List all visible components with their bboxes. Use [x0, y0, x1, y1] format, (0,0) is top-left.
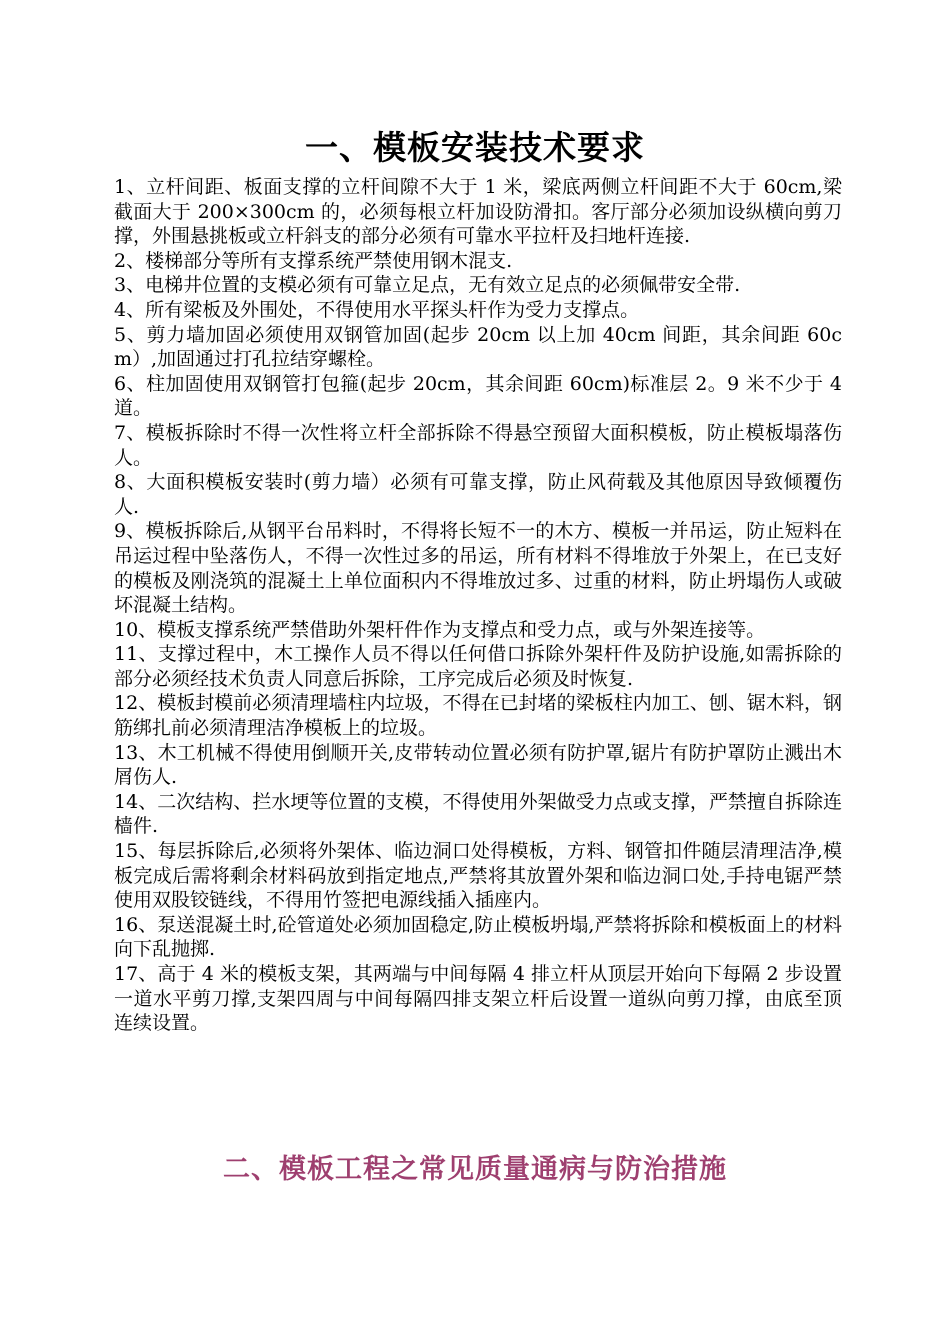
list-item: 5、剪力墙加固必须使用双钢管加固(起步 20cm 以上加 40cm 间距，其余间距 60cm）,加固通过打孔拉结穿螺栓。 — [114, 323, 842, 371]
list-item: 6、柱加固使用双钢管打包箍(起步 20cm，其余间距 60cm)标准层 2。9 米不少于 4 道。 — [114, 372, 842, 420]
list-item: 17、高于 4 米的模板支架，其两端与中间每隔 4 排立杆从顶层开始向下每隔 2 步设置一道水平剪刀撑,支架四周与中间每隔四排支架立杆后设置一道纵向剪刀撑，由底至顶连续设置。 — [114, 963, 842, 1035]
list-item: 16、泵送混凝土时,砼管道处必须加固稳定,防止模板坍塌,严禁将拆除和模板面上的材料向下乱抛掷. — [114, 913, 842, 961]
list-item: 15、每层拆除后,必须将外架体、临边洞口处得模板，方料、钢管扣件随层清理洁净,模板完成后需将剩余材料码放到指定地点,严禁将其放置外架和临边洞口处,手持电锯严禁使用双股铰链线，不得用竹签把电源线插入插座内。 — [114, 840, 842, 912]
list-item: 2、楼梯部分等所有支撑系统严禁使用钢木混支. — [114, 249, 513, 272]
list-item: 11、支撑过程中，木工操作人员不得以任何借口拆除外架杆件及防护设施,如需拆除的部分必须经技术负责人同意后拆除，工序完成后必须及时恢复. — [114, 643, 842, 690]
list-item: 9、模板拆除后,从钢平台吊料时，不得将长短不一的木方、模板一并吊运，防止短料在吊运过程中坠落伤人，不得一次性过多的吊运，所有材料不得堆放于外架上，在已支好的模板及刚浇筑的混凝土上单位面积内不得堆放过多、过重的材料，防止坍塌伤人或破坏混凝土结构。 — [114, 520, 842, 617]
list-item: 8、大面积模板安装时(剪力墙）必须有可靠支撑，防止风荷载及其他原因导致倾覆伤人. — [114, 471, 842, 518]
list-item: 4、所有梁板及外围处，不得使用水平探头杆作为受力支撑点。 — [114, 298, 640, 321]
list-item: 13、木工机械不得使用倒顺开关,皮带转动位置必须有防护罩,锯片有防护罩防止溅出木屑伤人. — [114, 741, 842, 789]
list-item: 3、电梯井位置的支模必须有可靠立足点，无有效立足点的必须佩带安全带. — [114, 274, 741, 297]
list-item: 12、模板封模前必须清理墙柱内垃圾，不得在已封堵的梁板柱内加工、刨、锯木料，钢筋绑扎前必须清理洁净模板上的垃圾。 — [114, 692, 842, 740]
list-item: 10、模板支撑系统严禁借助外架杆件作为支撑点和受力点，或与外架连接等。 — [114, 618, 766, 641]
list-item: 1、立杆间距、板面支撑的立杆间隙不大于 1 米，梁底两侧立杆间距不大于 60cm,梁截面大于 200×300cm 的，必须每根立杆加设防滑扣。客厅部分必须加设纵横向剪刀撑，外围悬挑板或立杆斜支的部分必须有可靠水平拉杆及扫地杆连接. — [114, 176, 842, 248]
requirements-list — [114, 175, 842, 1036]
list-item: 14、二次结构、拦水埂等位置的支模，不得使用外架做受力点或支撑，严禁擅自拆除连樯件. — [114, 790, 842, 838]
list-item: 7、模板拆除时不得一次性将立杆全部拆除不得悬空预留大面积模板，防止模板塌落伤人。 — [114, 421, 842, 469]
document-title: 一、模板安装技术要求 — [305, 128, 645, 167]
section-heading: 二、模板工程之常见质量通病与防治措施 — [223, 1154, 727, 1185]
